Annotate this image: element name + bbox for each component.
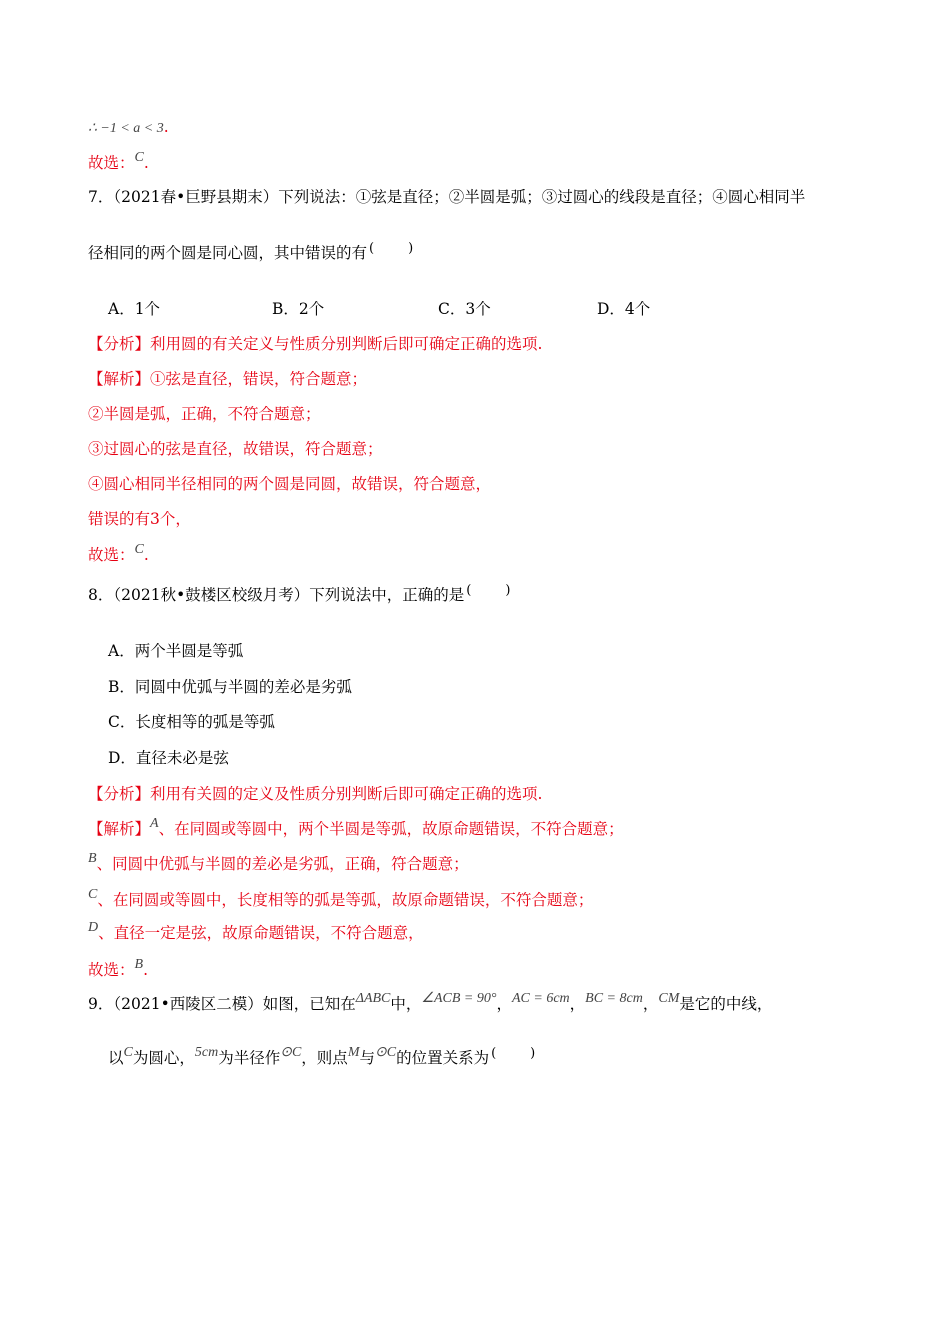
q9-answer-paren: ( ) xyxy=(491,1046,536,1061)
q7-stem-line1 xyxy=(88,186,805,208)
answer-math: C xyxy=(134,150,144,165)
solution-math: D xyxy=(88,920,99,935)
q7-stem: 下列说法：①弦是直径；②半圆是弧；③过圆心的线段是直径；④圆心相同半 xyxy=(278,188,806,206)
result-line xyxy=(88,116,169,140)
q7-solution-3: ③过圆心的弦是直径，故错误，符合题意； xyxy=(88,440,383,458)
q7-solution-1: 【解析】①弦是直径，错误，符合题意； xyxy=(88,370,368,388)
q7-option-b: B．2个 xyxy=(272,300,325,318)
q7-number: 7． xyxy=(88,188,114,206)
q7-solution-2: ②半圆是弧，正确，不符合题意； xyxy=(88,405,321,423)
q8-stem xyxy=(88,584,510,608)
q9-number: 9． xyxy=(88,995,114,1013)
q8-source: （2021秋•鼓楼区校级月考） xyxy=(113,586,310,604)
q9-math-ac: AC = 6cm xyxy=(511,991,570,1006)
q7-answer xyxy=(88,544,149,568)
q7-answer-paren: ( ) xyxy=(369,241,414,256)
solution-math: B xyxy=(88,851,97,866)
q8-solution-3: C、在同圆或等圆中，长度相等的弧是等弧，故原命题错误，不符合题意； xyxy=(88,887,594,909)
q8-analysis: 【分析】利用有关圆的定义及性质分别判断后即可确定正确的选项. xyxy=(88,785,543,803)
q7-option-d: D．4个 xyxy=(597,300,651,318)
q7-solution-5: 错误的有3个， xyxy=(88,510,191,528)
q8-answer xyxy=(88,959,148,983)
q8-option-b: B．同圆中优弧与半圆的差必是劣弧 xyxy=(108,678,352,696)
q8-solution-4: D、直径一定是弦，故原命题错误，不符合题意， xyxy=(88,920,424,942)
solution-math: C xyxy=(88,887,98,902)
answer-tail: . xyxy=(143,546,149,564)
answer-tail: . xyxy=(143,961,149,979)
q7-stem-line2 xyxy=(88,242,413,266)
q7-analysis: 【分析】利用圆的有关定义与性质分别判断后即可确定正确的选项. xyxy=(88,335,543,353)
answer-label: 故选： xyxy=(88,961,135,979)
q7-option-c: C．3个 xyxy=(438,300,491,318)
q8-option-c: C．长度相等的弧是等弧 xyxy=(108,713,275,731)
answer-math: B xyxy=(134,957,144,972)
q8-number: 8． xyxy=(88,586,114,604)
q7-source: （2021春•巨野县期末） xyxy=(113,188,279,206)
answer-math: C xyxy=(134,542,144,557)
q8-solution-2: B、同圆中优弧与半圆的差必是劣弧，正确，符合题意； xyxy=(88,851,469,873)
answer-label: 故选： xyxy=(88,154,135,172)
q7-option-a: A．1个 xyxy=(108,300,161,318)
answer-label: 故选： xyxy=(88,546,135,564)
q9-math-angle: ∠ACB = 90° xyxy=(421,991,497,1006)
solution-math: A xyxy=(150,816,159,831)
q7-solution-4: ④圆心相同半径相同的两个圆是同圆，故错误，符合题意， xyxy=(88,475,492,493)
q9-source: （2021•西陵区二模） xyxy=(113,995,263,1013)
q7-stem-cont: 径相同的两个圆是同心圆，其中错误的有 xyxy=(88,244,368,262)
q9-stem-line2: 以C为圆心，5cm为半径作⊙C，则点M与⊙C的位置关系为 ( ) xyxy=(108,1045,536,1067)
q8-solution-1: 【解析】A、在同圆或等圆中，两个半圆是等弧，故原命题错误，不符合题意； xyxy=(88,816,624,838)
q8-answer-paren: ( ) xyxy=(466,583,511,598)
answer-tail: . xyxy=(143,154,149,172)
q8-stem-text: 下列说法中，正确的是 xyxy=(309,586,465,604)
q9-math-cm: CM xyxy=(658,991,680,1006)
q6-answer xyxy=(88,152,149,176)
result-math: ∴ −1 < a < 3 xyxy=(88,121,164,136)
q9-stem-line1: 9．（2021•西陵区二模）如图，已知在ΔABC中，∠ACB = 90°，AC = 6cm，BC = 8cm，CM是它的中线， xyxy=(88,991,773,1013)
q8-option-a: A．两个半圆是等弧 xyxy=(108,642,244,660)
q9-math-triangle: ΔABC xyxy=(355,991,391,1006)
q9-math-bc: BC = 8cm xyxy=(585,991,643,1006)
q8-option-d: D．直径未必是弦 xyxy=(108,749,229,767)
result-tail: . xyxy=(163,118,169,136)
